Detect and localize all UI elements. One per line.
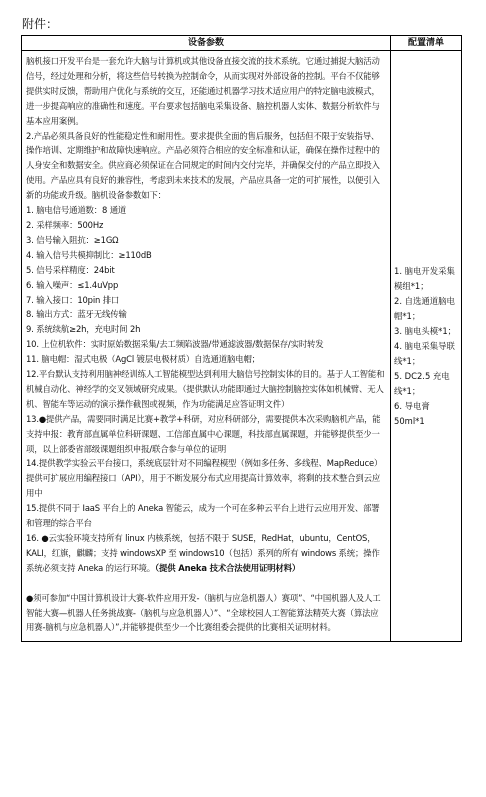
param-item-8: 8. 输出方式：蓝牙无线传输: [26, 309, 127, 320]
config-item-5: 5. DC2.5 充电线*1；: [394, 370, 450, 396]
paragraph-gap: [26, 576, 386, 591]
attachment-label: 附件：: [22, 17, 59, 31]
config-item-2: 2. 自选通道脑电帽*1；: [394, 295, 455, 321]
param-item-16: [26, 531, 386, 576]
param-item-1: 1. 脑电信号通道数：8 通道: [26, 205, 127, 216]
config-item-6: 6. 导电膏50ml*1: [394, 400, 430, 426]
param-item-4: 4. 输入信号共模抑制比：≥110dB: [26, 249, 152, 260]
param-item-6: 6. 输入噪声：≤1.4uVpp: [26, 279, 119, 290]
param-item-12: 12.平台默认支持利用脑神经训练人工智能模型达到利用大脑信号控制实体的目的。基于人工智能和机械自动化、神经学的交叉领域研究成果。（提供默认功能即通过大脑控制脑控实体如机械臂、无人机、智能车等运动的演示操作截图或视频，作为功能满足应答证明文件）: [26, 369, 385, 409]
param-item-16-bold-note: （提供 Aneka 技术合法使用证明材料）: [155, 562, 301, 573]
param-item-5: 5. 信号采样精度：24bit: [26, 264, 115, 275]
param-item-13: 13.●提供产品，需要同时满足比赛+教学+科研，对应科研部分，需要提供本次采购脑机产品，能支持申报：教育部直属单位科研课题、工信部直属中心课题，科技部直属课题，并能够提供至少一项，以上部委省部级课题组织申报/联合参与单位的证明: [26, 413, 381, 454]
config-list-cell: [391, 51, 462, 642]
header-equipment-params: 设备参数: [22, 36, 391, 51]
param-requirements: 2.产品必须具备良好的性能稳定性和耐用性。要求提供全面的售后服务，包括但不限于安装指导、操作培训、定期维护和故障快速响应。产品必须符合相应的安全标准和认证，确保在操作过程中的人身安全和数据安全。供应商必须保证在合同规定的时间内交付完毕，并确保交付的产品立即投入使用。产品应具有良好的兼容性，考虑到未来技术的发展，产品应具备一定的可扩展性，以便引入新的功能或升级。脑机设备参数如下：: [26, 130, 380, 201]
equipment-spec-table: [21, 35, 462, 642]
param-item-3: 3. 信号输入阻抗：≥1GΩ: [26, 234, 119, 245]
param-item-14: 14.提供教学实验云平台接口，系统底层针对不同编程模型（例如多任务、多线程、MapReduce）提供可扩展应用编程接口（API），用于不断发展分布式应用提高计算效率，将剩的技术整合到云应用中: [26, 458, 383, 499]
param-item-7: 7. 输入接口：10pin 排口: [26, 294, 120, 305]
config-item-4: 4. 脑电采集导联线*1；: [394, 340, 455, 366]
param-item-16-text: 16. ●云实验环境支持所有 linux 内核系统，包括不限于 SUSE，RedHat，ubuntu，CentOS，KALI，红旗，麒麟；支持 windowsXP 至 windows10（包括）系列的所有 windows 系统；操作系统必须支持 Aneka 的运行环境。: [26, 533, 380, 573]
table-header-row: [22, 36, 462, 51]
param-item-9: 9. 系统续航≥2h，充电时间 2h: [26, 324, 141, 335]
param-intro: 脑机接口开发平台是一套允许大脑与计算机或其他设备直接交流的技术系统。它通过捕捉大脑活动信号，经过处理和分析，将这些信号转换为控制命令，从而实现对外部设备的控制。平台不仅能够提供实时反馈，帮助用户优化与系统的交互，还能通过机器学习技术适应用户的特定脑电波模式，进一步提高响应的准确性和速度。平台要求包括脑电采集设备、脑控机器人实体、数据分析软件与基本应用案例。: [26, 56, 380, 126]
header-config-list: 配置清单: [391, 36, 462, 51]
competition-note: ●须可参加“中国计算机设计大赛-软件应用开发-（脑机与应急机器人）赛项”、“中国机器人及人工智能大赛—机器人任务挑战赛-（脑机与应急机器人）”、“全球校园人工智能算法精英大赛（算法应用赛-脑机与应急机器人）”,并能够提供至少一个比赛组委会提供的比赛相关证明材料。: [26, 592, 381, 633]
config-item-3: 3. 脑电头模*1；: [394, 325, 457, 336]
param-item-2: 2. 采样频率：500Hz: [26, 219, 104, 230]
param-item-15: 15.提供不同于 IaaS 平台上的 Aneka 智能云，成为一个可在多种云平台上进行云应用开发、部署和管理的综合平台: [26, 503, 380, 529]
param-item-10: 10. 上位机软件：实时原始数据采集/去工频陷波器/带通滤波器/数据保存/实时转发: [26, 339, 324, 350]
config-item-1: 1. 脑电开发采集模组*1；: [394, 265, 455, 291]
param-item-11: 11. 脑电帽：湿式电极（AgCl 镀层电极材质）自选通道脑电帽；: [26, 354, 260, 365]
table-row: [22, 51, 462, 642]
equipment-params-cell: [22, 51, 391, 642]
